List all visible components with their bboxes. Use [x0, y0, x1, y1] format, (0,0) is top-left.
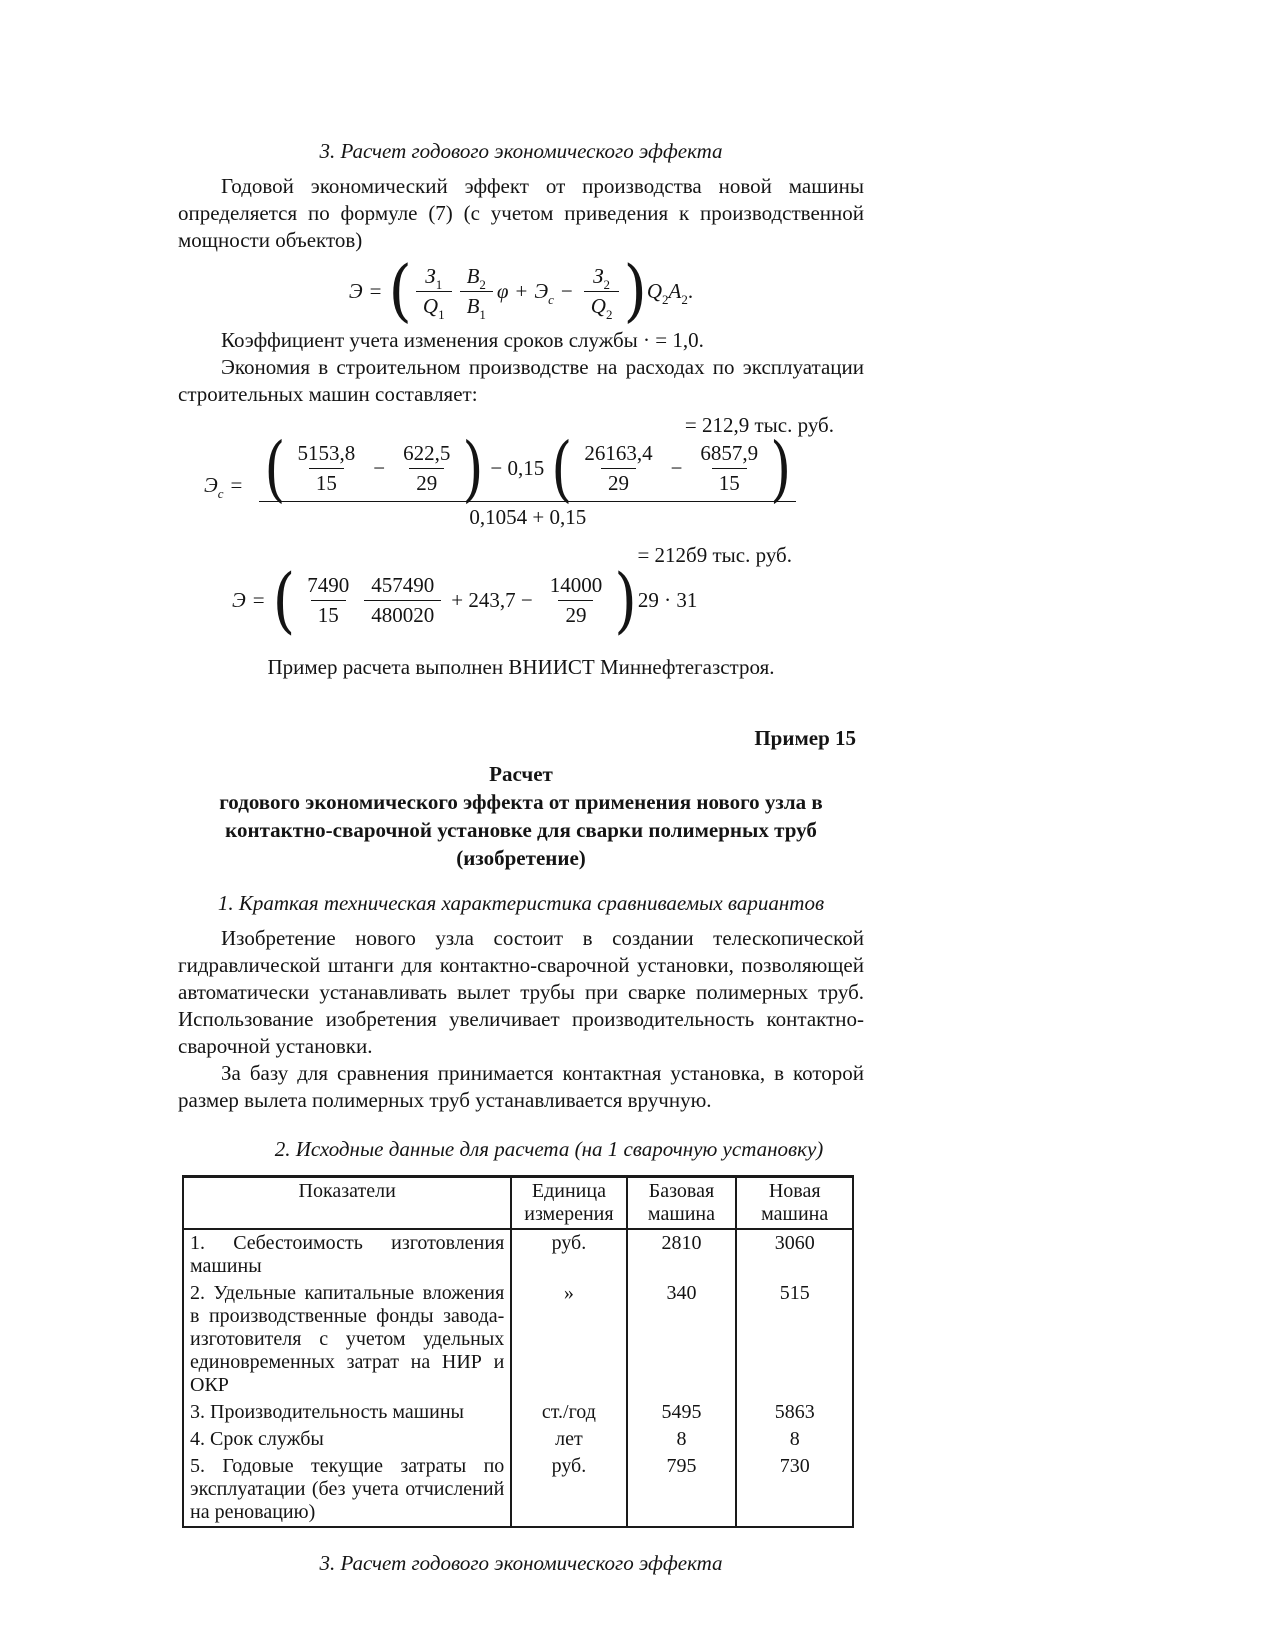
section-title-bottom: 3. Расчет годового экономического эффекта	[319, 1551, 723, 1575]
math-symbol: A	[668, 279, 682, 303]
fraction: $\frac{26163,4}{29}$	[584, 441, 653, 495]
cell-unit: лет	[511, 1426, 626, 1453]
fraction: $\frac{457490}{480020}$	[364, 573, 441, 628]
math-operator: + 243,7 −	[451, 588, 533, 612]
math-operator: =	[369, 279, 382, 303]
fraction	[584, 264, 620, 322]
fraction	[416, 264, 452, 322]
big-fraction	[259, 426, 796, 530]
cell-unit: »	[511, 1280, 626, 1399]
header-new-machine: Новая машина	[736, 1177, 853, 1230]
paragraph-economy: Экономия в строительном производстве на расходах по эксплуатации строительных машин составляет:	[178, 355, 864, 406]
math-subscript: 2	[681, 292, 688, 307]
math-symbol: Э	[232, 588, 246, 612]
math-symbol: Q	[646, 279, 663, 303]
math-operator: −	[560, 279, 573, 303]
math-lhs	[204, 473, 249, 501]
right-paren: )	[614, 558, 637, 642]
calc-heading	[178, 760, 864, 872]
cell-new: 8	[736, 1426, 853, 1453]
cell-unit: руб.	[511, 1453, 626, 1527]
cell-indicator: 2. Удельные капитальные вложения в производственные фонды завода-изготовителя с учетом удельных единовременных затрат на НИР и ОКР	[183, 1280, 511, 1399]
subheading-1: 1. Краткая техническая характеристика сравниваемых вариантов	[217, 891, 825, 915]
big-numerator	[259, 426, 796, 510]
math-symbol: Э	[534, 279, 549, 303]
table-row	[183, 1229, 853, 1280]
cell-unit: руб.	[511, 1229, 626, 1280]
calc-heading-line: Расчет	[489, 762, 553, 786]
math-symbol: Э	[204, 473, 218, 497]
cell-indicator: 5. Годовые текущие затраты по эксплуатации (без учета отчислений на реновацию)	[183, 1453, 511, 1527]
math-symbol-phi: φ	[496, 279, 509, 303]
math-symbol: Э	[348, 279, 363, 303]
table-row	[183, 1453, 853, 1527]
example-15-label: Пример 15	[754, 726, 856, 750]
left-paren: (	[551, 426, 573, 510]
fraction: $\frac{6857,9}{15}$	[700, 441, 759, 495]
left-paren: (	[272, 558, 296, 642]
table-row	[183, 1280, 853, 1399]
left-paren: (	[388, 251, 412, 331]
math-subscript: 2	[479, 277, 486, 292]
math-subscript: 1	[435, 277, 443, 292]
example-note: Пример расчета выполнен ВНИИСТ Миннефтегазстроя.	[267, 655, 775, 679]
big-denominator: 0,1054 + 0,15	[259, 501, 796, 530]
fraction: $\frac{7490}{15}$	[307, 573, 350, 627]
cell-indicator: 3. Производительность машины	[183, 1399, 511, 1426]
math-subscript: с	[548, 292, 554, 307]
paragraph-intro: Годовой экономический эффект от производства новой машины определяется по формуле (7) (с учетом приведения к производственной мощности объектов)	[178, 174, 864, 252]
math-subscript: 2	[603, 277, 611, 292]
formula-annual-effect	[178, 251, 864, 331]
math-operator: −	[670, 456, 683, 480]
math-symbol: З	[425, 264, 436, 288]
fraction: $\frac{622,5}{29}$	[403, 441, 451, 495]
math-symbol-group	[534, 279, 554, 307]
right-paren: )	[462, 426, 484, 510]
math-symbol: Q	[590, 294, 606, 318]
math-symbol: В	[466, 294, 480, 318]
paragraph-invention: Изобретение нового узла состоит в создании телескопической гидравлической штанги для контактно-сварочной установки, позволяющей автоматически устанавливать вылет трубы при сварке полимерных труб. Использование изобретения увеличивает производительность контактно-сварочной установки.	[178, 926, 864, 1058]
calc-heading-line: (изобретение)	[456, 846, 586, 870]
header-base-machine: Базовая машина	[627, 1177, 737, 1230]
data-table	[182, 1175, 854, 1528]
math-symbol: Q	[422, 294, 439, 318]
content-column	[178, 138, 864, 1577]
cell-base: 8	[627, 1426, 737, 1453]
math-operator: =	[230, 473, 243, 497]
cell-new: 5863	[736, 1399, 853, 1426]
cell-new: 515	[736, 1280, 853, 1399]
table-header-row	[183, 1177, 853, 1230]
calc-heading-line: контактно-сварочной установке для сварки полимерных труб	[225, 818, 817, 842]
table-row	[183, 1399, 853, 1426]
header-indicators: Показатели	[183, 1177, 511, 1230]
cell-new: 730	[736, 1453, 853, 1527]
fraction: $\frac{14000}{29}$	[549, 573, 603, 627]
right-paren: )	[770, 426, 792, 510]
cell-new: 3060	[736, 1229, 853, 1280]
math-operator: +	[515, 279, 528, 303]
math-subscript: 1	[438, 307, 445, 322]
math-operator: −	[373, 456, 386, 480]
cell-indicator: 4. Срок службы	[183, 1426, 511, 1453]
fraction: $\frac{5153,8}{15}$	[297, 441, 356, 495]
paragraph-base: За базу для сравнения принимается контактная установка, в которой размер вылета полимерных труб устанавливается вручную.	[178, 1061, 864, 1112]
coefficient-line: Коэффициент учета изменения сроков службы · = 1,0.	[221, 328, 704, 352]
math-tail: 29 · 31	[637, 588, 698, 612]
fraction	[460, 264, 493, 322]
left-paren: (	[264, 426, 286, 510]
table-caption: 2. Исходные данные для расчета (на 1 сварочную установку)	[274, 1137, 824, 1161]
math-symbol: В	[466, 264, 480, 288]
math-subscript: 2	[662, 292, 669, 307]
math-subscript: 1	[479, 307, 486, 322]
math-symbol: З	[593, 264, 604, 288]
cell-base: 5495	[627, 1399, 737, 1426]
result-value-e: = 212б9 тыс. руб.	[637, 543, 792, 567]
formula-ec	[178, 426, 864, 530]
table-row	[183, 1426, 853, 1453]
cell-indicator: 1. Себестоимость изготовления машины	[183, 1229, 511, 1280]
calc-heading-line: годового экономического эффекта от применения нового узла в	[219, 790, 823, 814]
math-subscript: с	[217, 486, 224, 501]
cell-base: 795	[627, 1453, 737, 1527]
section-title-top: 3. Расчет годового экономического эффекта	[319, 139, 723, 163]
math-period: .	[687, 279, 694, 303]
formula-e	[178, 558, 864, 642]
math-symbol-group	[646, 279, 694, 307]
result-value-ec: = 212,9 тыс. руб.	[684, 413, 834, 437]
cell-base: 2810	[627, 1229, 737, 1280]
right-paren: )	[623, 251, 647, 331]
math-operator: =	[252, 588, 265, 612]
header-unit: Единица измерения	[511, 1177, 626, 1230]
cell-base: 340	[627, 1280, 737, 1399]
math-coefficient: − 0,15	[490, 456, 545, 480]
math-subscript: 2	[605, 307, 613, 322]
cell-unit: ст./год	[511, 1399, 626, 1426]
